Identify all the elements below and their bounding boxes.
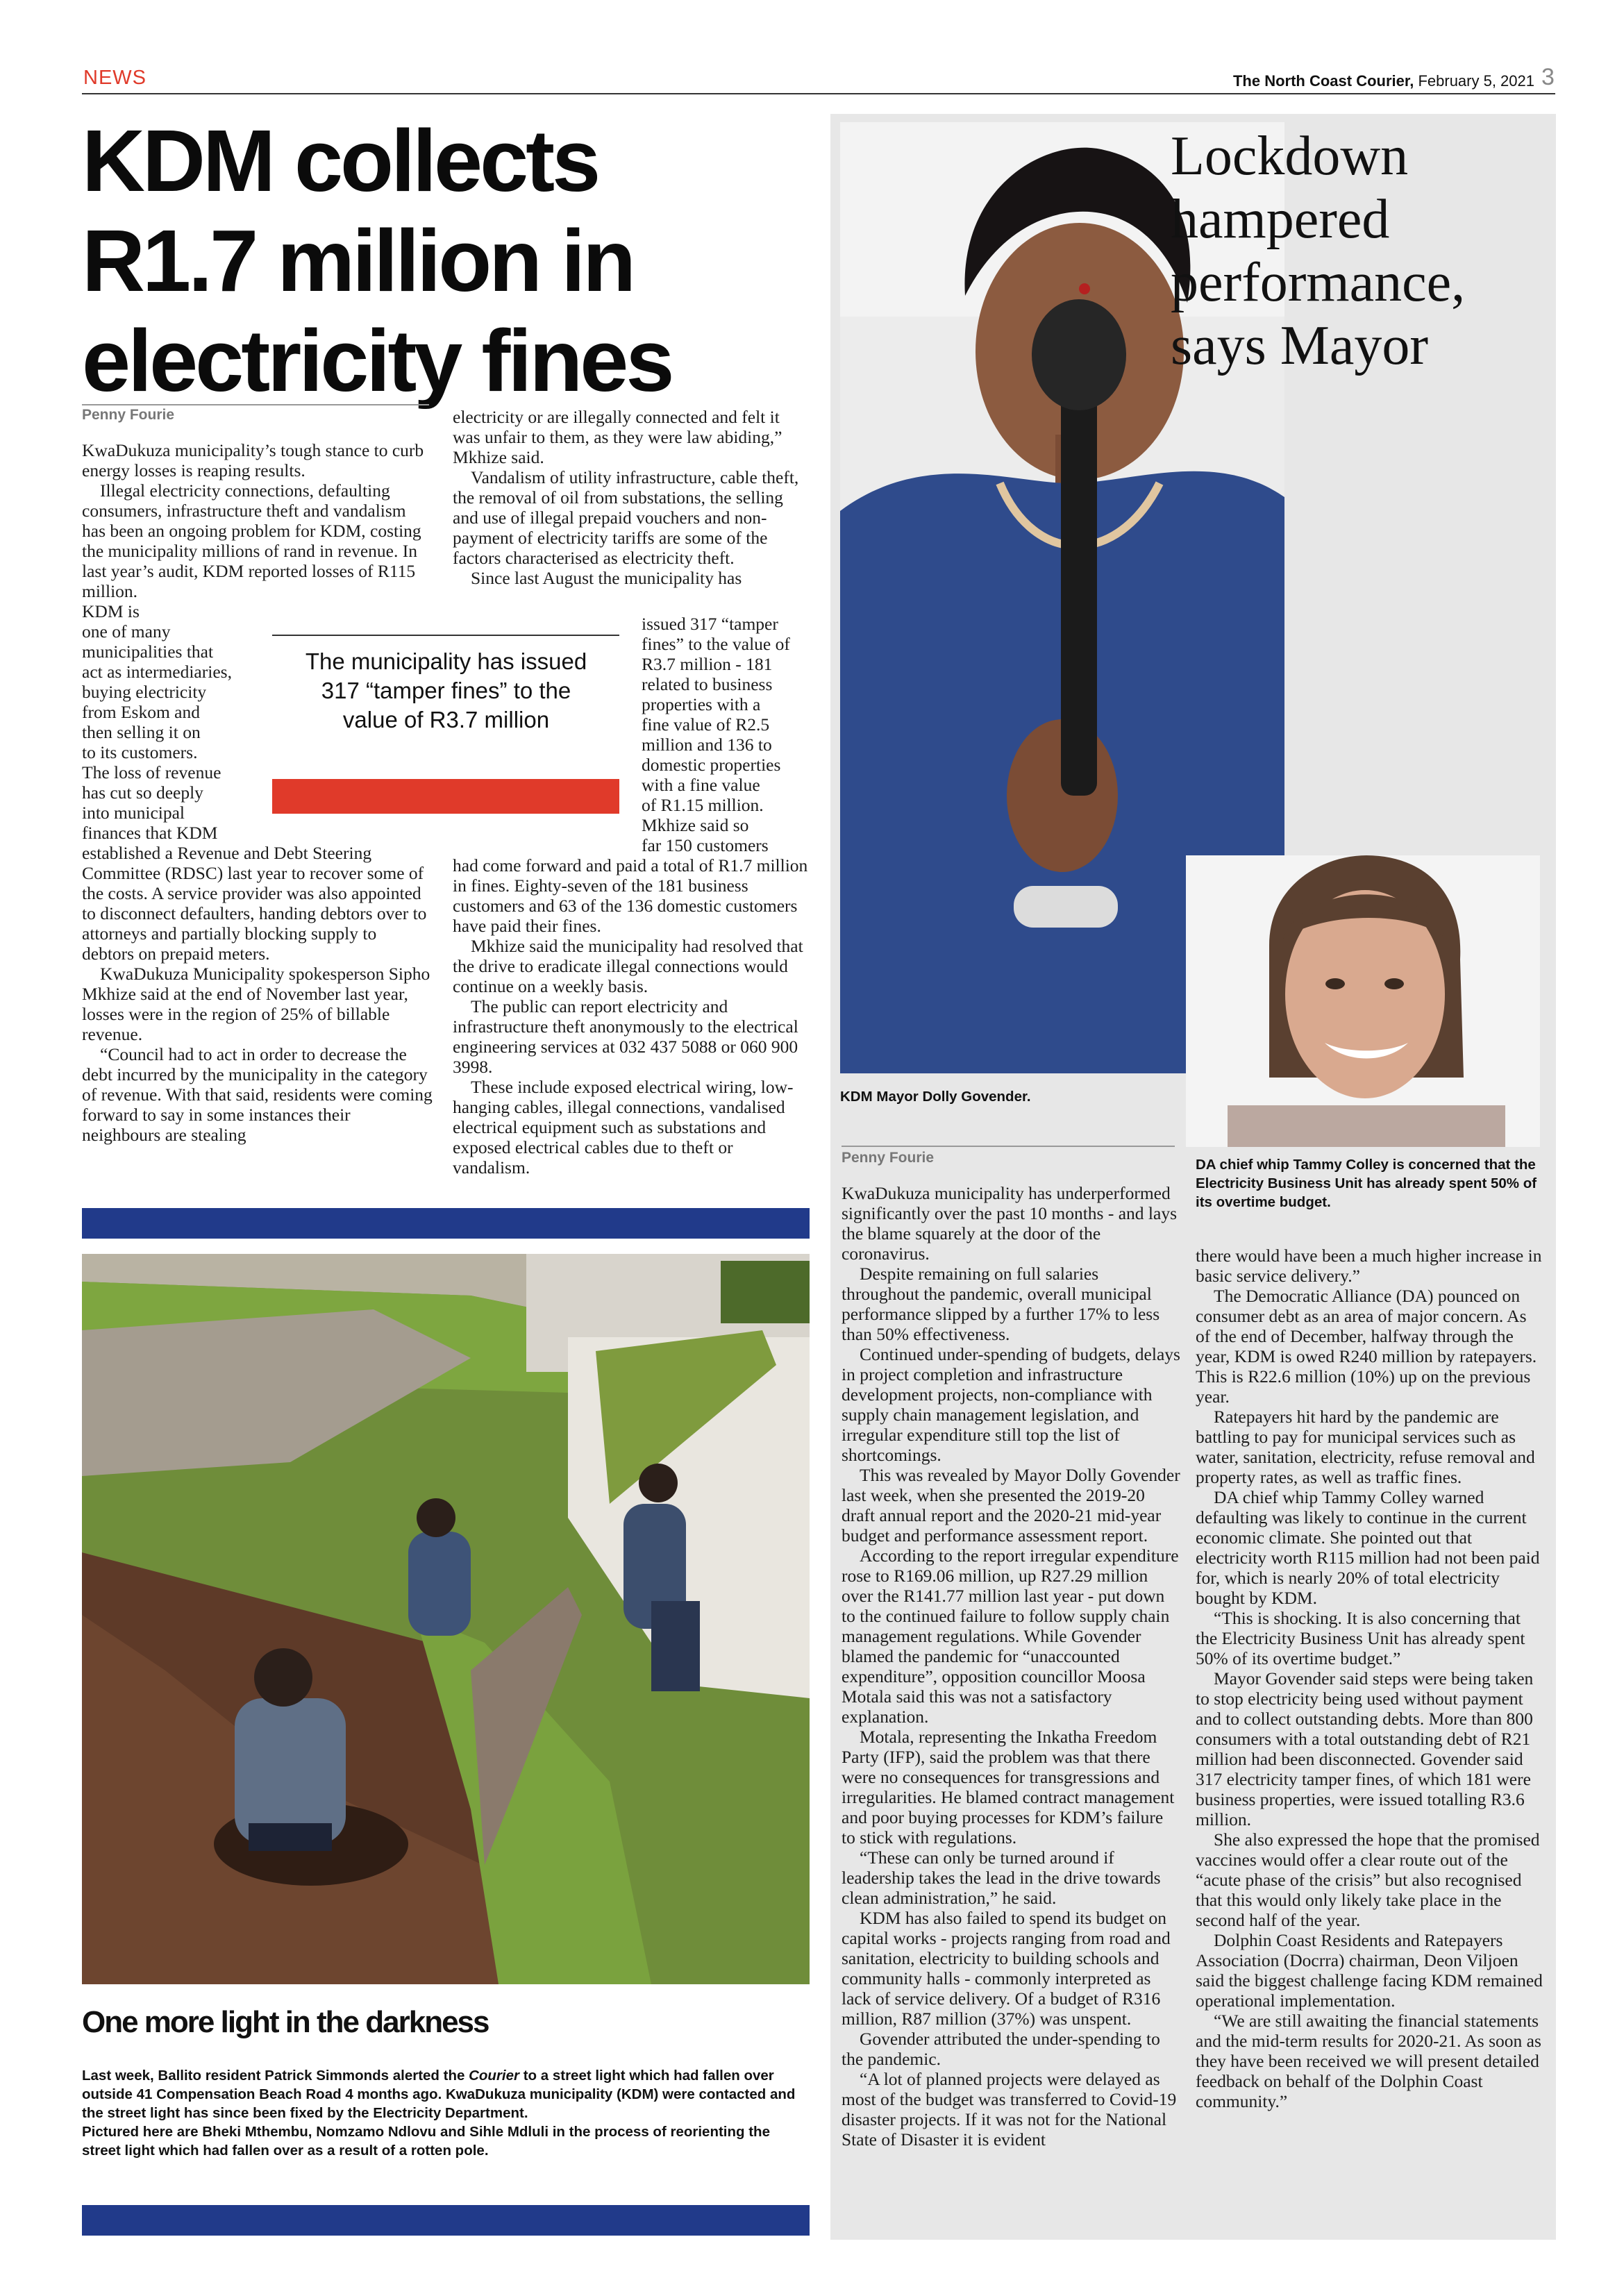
story1-col1-top <box>82 440 429 601</box>
paragraph: According to the report irregular expenditure rose to R169.06 million, up R27.29 million over the R141.77 million last year - put down to the continued failure to follow supply chain management regulations. While Govender blamed the pandemic for “unaccounted expenditure”, opposition councillor Moosa Motala said this was not a satisfactory explanation. <box>842 1545 1179 1727</box>
paragraph: These include exposed electrical wiring, low-hanging cables, illegal connections, vandalised electrical equipment such as substations and exposed electrical cables due to theft or vandalism. <box>453 1077 794 1178</box>
blue-band-bottom <box>82 2205 810 2236</box>
paragraph: Ratepayers hit hard by the pandemic are battling to pay for municipal services such as water, sanitation, electricity, refuse removal and property rates, as well as traffic fines. <box>1196 1407 1535 1487</box>
paragraph: This was revealed by Mayor Dolly Govender last week, when she presented the 2019-20 draft annual report and the 2020-21 mid-year budget and performance assessment report. <box>842 1465 1180 1545</box>
story1-col2-bottom <box>453 855 810 1178</box>
byline-rule <box>82 404 429 405</box>
text-line: Mkhize said so <box>642 815 749 835</box>
text-line: with a fine value <box>642 775 760 795</box>
headline-line: KDM collects <box>82 112 598 210</box>
headline-line: R1.7 million in <box>82 212 634 310</box>
paragraph: “These can only be turned around if leadership takes the lead in the drive towards clean administration,” he said. <box>842 1847 1161 1908</box>
paragraph: “We are still awaiting the financial statements and the mid-term results for 2020-21. As soon as they have been received we will present detailed feedback on behalf of the Dolphin Coast community.” <box>1196 2011 1541 2111</box>
caption-text: to a street light which had fallen over outside 41 Compensation Beach Road 4 months ago. KwaDukuza municipality (KDM) were contacted and the street light has since been fixed by the Electricity Department. <box>82 2068 796 2121</box>
text-line: The loss of revenue <box>82 762 221 782</box>
story2-col2 <box>1196 1246 1543 2111</box>
paragraph: The public can report electricity and infrastructure theft anonymously to the electrical engineering services at 032 437 5088 or 060 900 3998. <box>453 996 798 1077</box>
paragraph: Continued under-spending of budgets, delays in project completion and infrastructure development projects, non-compliance with supply chain management legislation, and irregular expenditure still top the list of shortcomings. <box>842 1344 1180 1465</box>
caption-paragraph <box>82 2066 810 2122</box>
paragraph: “Council had to act in order to decrease the debt incurred by the municipality in the category of revenue. With that said, residents were coming forward to say in some instances their neighbours are stealing <box>82 1044 433 1145</box>
colley-photo <box>1186 855 1540 1147</box>
text-line: finances that KDM <box>82 823 218 843</box>
paragraph: Govender attributed the under-spending to the pandemic. <box>842 2029 1160 2069</box>
pullquote-red-bar <box>272 779 619 814</box>
text-line: then selling it on <box>82 722 201 742</box>
story2-headline <box>1171 125 1546 378</box>
text-line: KDM is <box>82 601 140 621</box>
paragraph: Illegal electricity connections, defaulting consumers, infrastructure theft and vandalism has been an ongoing problem for KDM, costing the municipality millions of rand in revenue. In last year’s audit, KDM reported losses of R115 million. <box>82 480 421 601</box>
story1-headline <box>82 111 811 411</box>
text-line: has cut so deeply <box>82 782 203 803</box>
paragraph: Motala, representing the Inkatha Freedom Party (IFP), said the problem was that there were no consequences for transgressions and irregularities. He blamed contract management and poor buying processes for KDM’s failure to stick with regulations. <box>842 1727 1175 1847</box>
story1-col2-narrow <box>642 614 812 855</box>
text-line: municipalities that <box>82 642 214 662</box>
issue-date: February 5, 2021 <box>1418 72 1534 90</box>
paragraph: Since last August the municipality has <box>471 568 742 588</box>
paragraph: Despite remaining on full salaries throughout the pandemic, overall municipal performance slipped by a further 17% to less than 50% effectiveness. <box>842 1264 1160 1344</box>
text-line: R3.7 million - 181 <box>642 654 773 674</box>
text-line: related to business <box>642 674 773 694</box>
text-line: million and 136 to <box>642 735 772 755</box>
headline-line: electricity fines <box>82 312 672 410</box>
headline-line: Lockdown <box>1171 126 1409 187</box>
story1-col1-narrow <box>82 601 264 843</box>
byline-rule <box>842 1146 1175 1147</box>
paragraph: Mayor Govender said steps were being taken to stop electricity being used without payment and to collect outstanding debts. More than 800 consumers with a total outstanding debt of R21 million had been disconnected. Govender said 317 electricity tamper fines, of which 181 were business properties, were issued totalling R3.6 million. <box>1196 1668 1534 1829</box>
text-line: properties with a <box>642 694 761 714</box>
paragraph: established a Revenue and Debt Steering Committee (RDSC) last year to recover some of the costs. A service provider was also appointed to disconnect defaulters, handing debtors over to attorneys and partially blocking supply to debtors on prepaid meters. <box>82 843 427 964</box>
text-line: act as intermediaries, <box>82 662 232 682</box>
paragraph: “This is shocking. It is also concerning that the Electricity Business Unit has already spent 50% of its overtime budget.” <box>1196 1608 1525 1668</box>
paragraph: She also expressed the hope that the promised vaccines would offer a clear route out of the “acute phase of the crisis” but also recognised that this would only likely take place in the second half of the year. <box>1196 1829 1540 1930</box>
street-light-photo <box>82 1254 810 1984</box>
story1-byline: Penny Fourie <box>82 407 175 423</box>
paragraph: DA chief whip Tammy Colley warned defaulting was likely to continue in the current economic climate. She pointed out that electricity worth R115 million had not been paid for, which is nearly 20% of total electricity bought by KDM. <box>1196 1487 1540 1608</box>
blue-band-top <box>82 1208 810 1239</box>
text-line: into municipal <box>82 803 185 823</box>
paragraph: had come forward and paid a total of R1.7 million in fines. Eighty-seven of the 181 business customers and 63 of the 136 domestic customers have paid their fines. <box>453 855 808 936</box>
paragraph: KwaDukuza municipality’s tough stance to curb energy losses is reaping results. <box>82 440 424 480</box>
paragraph: KwaDukuza Municipality spokesperson Sipho Mkhize said at the end of November last year, losses were in the region of 25% of billable revenue. <box>82 964 430 1044</box>
story1-col2-top <box>453 407 803 588</box>
page-number: 3 <box>1541 64 1555 90</box>
paragraph: Mkhize said the municipality had resolved that the drive to eradicate illegal connections would continue on a weekly basis. <box>453 936 803 996</box>
paragraph: there would have been a much higher increase in basic service delivery.” <box>1196 1246 1542 1286</box>
text-line: buying electricity <box>82 682 207 702</box>
headline-line: hampered <box>1171 189 1390 250</box>
pullquote: The municipality has issued 317 “tamper fines” to the value of R3.7 million <box>305 648 587 732</box>
text-line: from Eskom and <box>82 702 200 722</box>
text-line: to its customers. <box>82 742 198 762</box>
caption-italic: Courier <box>469 2068 519 2084</box>
street-light-photo-image <box>82 1254 810 1984</box>
pullquote-rule <box>272 635 619 636</box>
text-line: far 150 customers <box>642 835 769 855</box>
paragraph: Vandalism of utility infrastructure, cable theft, the removal of oil from substations, the selling and use of illegal prepaid vouchers and non-payment of electricity tariffs are some of the factors characterised as electricity theft. <box>453 467 799 568</box>
header-rule <box>82 93 1555 94</box>
section-label: NEWS <box>83 67 147 89</box>
paragraph: KDM has also failed to spend its budget on capital works - projects ranging from road and sanitation, electricity to building schools and community halls - commonly interpreted as lack of service delivery. Of a budget of R316 million, R87 million (37%) was unspent. <box>842 1908 1171 2029</box>
paragraph: The Democratic Alliance (DA) pounced on consumer debt as an area of major concern. As of the end of December, halfway through the year, KDM is owed R240 million by ratepayers. This is R22.6 million (10%) up on the previous year. <box>1196 1286 1537 1407</box>
paragraph: “A lot of planned projects were delayed as most of the budget was transferred to Covid-19 disaster projects. If it was not for the National State of Disaster it is evident <box>842 2069 1177 2150</box>
mayor-caption: KDM Mayor Dolly Govender. <box>840 1089 1031 1105</box>
text-line: fine value of R2.5 <box>642 714 770 735</box>
photo-story-caption <box>82 2066 810 2160</box>
photo-story-title: One more light in the darkness <box>82 2005 489 2039</box>
paper-name: The North Coast Courier, <box>1232 72 1414 90</box>
colley-caption: DA chief whip Tammy Colley is concerned that the Electricity Business Unit has already spent 50% of its overtime budget. <box>1196 1157 1537 1210</box>
text-line: one of many <box>82 621 171 642</box>
story2-col1 <box>842 1183 1180 2150</box>
caption-text: Last week, Ballito resident Patrick Simmonds alerted the <box>82 2068 469 2084</box>
paragraph: Dolphin Coast Residents and Ratepayers Association (Docrra) chairman, Deon Viljoen said the biggest challenge facing KDM remained operational implementation. <box>1196 1930 1543 2011</box>
paragraph: KwaDukuza municipality has underperformed significantly over the past 10 months - and lays the blame squarely at the door of the coronavirus. <box>842 1183 1177 1264</box>
text-line: domestic properties <box>642 755 781 775</box>
text-line: issued 317 “tamper <box>642 614 778 634</box>
story2-byline: Penny Fourie <box>842 1150 935 1166</box>
paragraph: electricity or are illegally connected and felt it was unfair to them, as they were law abiding,” Mkhize said. <box>453 407 782 467</box>
colley-photo-image <box>1186 855 1540 1147</box>
text-line: of R1.15 million. <box>642 795 764 815</box>
story1-col1-bottom <box>82 843 433 1145</box>
headline-line: performance, <box>1171 252 1466 313</box>
caption-paragraph: Pictured here are Bheki Mthembu, Nomzamo Ndlovu and Sihle Mdluli in the process of reorienting the street light which had fallen over as a result of a rotten pole. <box>82 2124 770 2159</box>
masthead-info <box>1146 72 1534 90</box>
text-line: fines” to the value of <box>642 634 790 654</box>
headline-line: says Mayor <box>1171 315 1429 376</box>
